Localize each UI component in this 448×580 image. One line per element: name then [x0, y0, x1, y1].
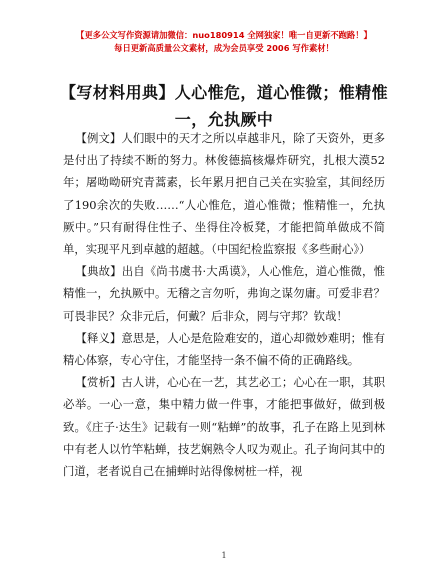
- promo-line-2: 每日更新高质量公文素材，成为会员享受 2006 写作素材！: [114, 43, 334, 53]
- paragraph-text: 人们眼中的天才之所以卓越非凡，除了天资外，更多是付出了持续不断的努力。林俊德搞核爆炸研究，扎根大漠52年；屠呦呦研究青蒿素，长年累月把自己关在实验室，其间经历了190余次的失败……“人心惟危，道心惟微；惟精惟一，允执厥中。”只有耐得住性子、坐得住冷板凳，才能把简单做成不简单，实现平凡到卓越的超越。（中国纪检监察报《多些耐心》）: [63, 131, 385, 257]
- page-number: 1: [221, 551, 227, 560]
- promo-line-1: 【更多公文写作资源请加微信：nuo180914 全网独家！唯一自更新不跑路！】: [76, 30, 372, 40]
- paragraph-tag: 【例文】: [75, 131, 122, 145]
- paragraph-example: [63, 127, 385, 260]
- page-title: 【写材料用典】人心惟危，道心惟微；惟精惟一，允执厥中: [59, 83, 388, 129]
- paragraph-text: 古人讲，心心在一艺，其艺必工；心心在一职，其职必举。一心一意，集中精力做一件事，才能把事做好，做到极致。《庄子·达生》记载有一则“粘蝉”的故事，孔子在路上见到林中有老人以竹竿粘蝉，技艺娴熟令人叹为观止。孔子询问其中的门道，老者说自己在捕蝉时站得像树桩一样，视: [63, 375, 385, 479]
- paragraph-text: 出自《尚书虞书·大禹谟》，人心惟危，道心惟微，惟精惟一，允执厥中。无稽之言勿听，弗询之谋勿庸。可爱非君？可畏非民？众非元后，何戴？后非众，罔与守邦？钦哉！: [63, 264, 385, 323]
- paragraph-appreciation: [63, 371, 385, 482]
- paragraph-meaning: [63, 327, 385, 371]
- paragraph-tag: 【释义】: [75, 330, 122, 345]
- paragraph-tag: 【赏析】: [75, 375, 122, 390]
- paragraph-text: 意思是，人心是危险难安的，道心却微妙难明；惟有精心体察，专心守住，才能坚持一条不偏不倚的正确路线。: [63, 330, 385, 368]
- paragraph-allusion: [63, 260, 385, 327]
- promo-banner: [0, 30, 448, 54]
- document-body: [63, 127, 385, 482]
- paragraph-tag: 【典故】: [75, 264, 122, 279]
